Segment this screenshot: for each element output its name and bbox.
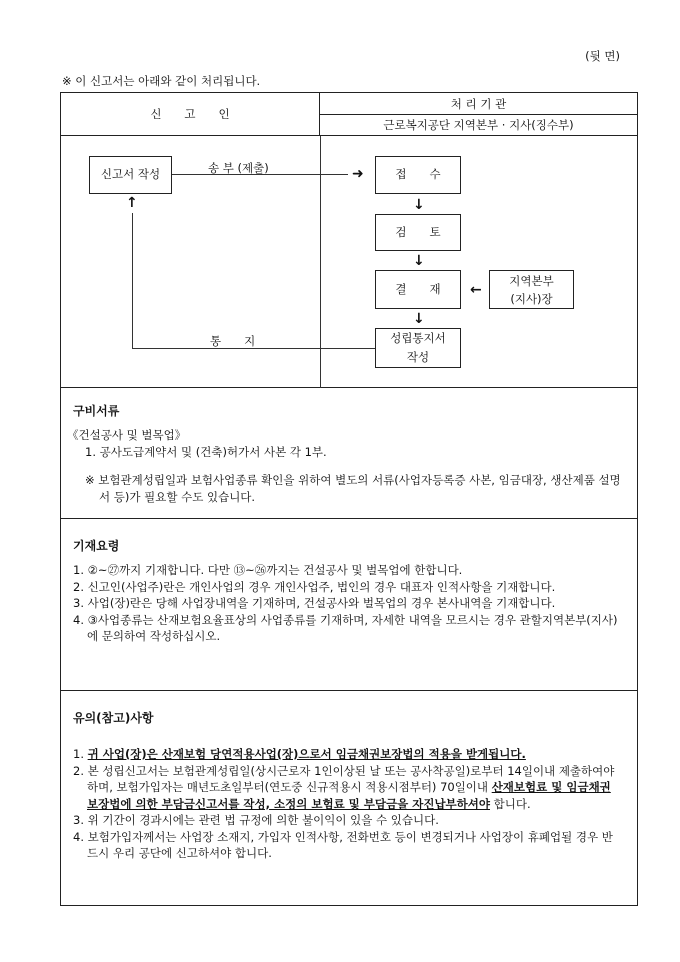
guide-item: 2. 신고인(사업주)란은 개인사업의 경우 개인사업주, 법인의 경우 대표자 인적사항을 기재합니다.	[73, 579, 556, 594]
guide-title: 기재요령	[73, 539, 120, 553]
notes-item2-a: 2. 본 성립신고서는 보험관계성립일(상시근로자 1인이상된 날 또는 공사착공일)로부터 14일이내 제출하여야 하며, 보험가입자는 매년도초일부터(연도중 신규적용시 적용시점부터) 70일이내	[73, 763, 615, 794]
notify-line-vertical	[132, 213, 133, 349]
notes-item2-c: 합니다.	[490, 796, 531, 811]
arrow-down-icon: ↓	[413, 197, 425, 213]
write-report-box: 신고서 작성	[89, 156, 172, 194]
documents-title: 구비서류	[73, 404, 120, 418]
receipt-box: 접 수	[375, 156, 461, 194]
regional-head-box	[489, 270, 574, 309]
notify-label: 통 지	[210, 334, 256, 348]
intro-text: ※ 이 신고서는 아래와 같이 처리됩니다.	[62, 74, 261, 88]
documents-category: 《건설공사 및 벌목업》	[67, 428, 187, 442]
required-documents-section	[60, 388, 638, 519]
notes-item2-emphasis: 산재보험료 및 임금채권보장법에 의한 부담금신고서를 작성, 소정의 보험료 및 부담금을 자진납부하셔야	[87, 780, 611, 811]
notes-item	[73, 763, 621, 813]
notes-item: 3. 위 기간이 경과시에는 관련 법 규정에 의한 불이익이 있을 수 있습니다.	[73, 813, 439, 827]
notes-item: 4. 보험가입자께서는 사업장 소재지, 가입자 인적사항, 전화번호 등이 변경되거나 사업장이 휴폐업될 경우 반드시 우리 공단에 신고하셔야 합니다.	[73, 829, 613, 860]
guide-item: 3. 사업(장)란은 당해 사업장내역을 기재하며, 건설공사와 벌목업의 경우 본사내역을 기재합니다.	[73, 596, 556, 610]
review-box: 검 토	[375, 214, 461, 251]
notes-section	[60, 691, 638, 906]
notice-doc-box	[375, 328, 461, 368]
guide-item: 4. ③사업종류는 산재보험요율표상의 사업종류를 기재하며, 자세한 내역을 모르시는 경우 관할지역본부(지사)에 문의하여 작성하십시오.	[73, 612, 618, 643]
arrow-down-icon: ↓	[413, 253, 425, 269]
approval-box: 결 재	[375, 270, 461, 309]
notes-item1-number: 1.	[73, 747, 88, 761]
notice-doc-line2: 작성	[406, 350, 430, 364]
regional-head-line2: (지사)장	[510, 291, 553, 306]
documents-note: ※ 보험관계성립일과 보험사업종류 확인을 위하여 별도의 서류(사업자등록증 사본, 임금대장, 생산제품 설명서 등)가 필요할 수도 있습니다.	[85, 473, 621, 504]
arrow-left-icon: ←	[470, 282, 482, 298]
processor-header: 처 리 기 관	[320, 93, 637, 115]
process-table	[60, 92, 638, 388]
arrow-right-icon: ➜	[352, 166, 364, 182]
notice-doc-line1: 성립통지서	[390, 331, 446, 345]
processor-subheader: 근로복지공단 지역본부 · 지사(징수부)	[320, 115, 637, 136]
arrow-down-icon: ↓	[413, 311, 425, 327]
arrow-up-icon: ↑	[126, 195, 138, 211]
reporter-header: 신 고 인	[61, 93, 320, 136]
regional-head-line1: 지역본부	[509, 273, 554, 288]
page-label: (뒷 면)	[585, 49, 620, 63]
notes-title: 유의(참고)사항	[73, 711, 154, 725]
send-label: 송 부 (제출)	[208, 161, 269, 175]
filling-guide-section	[60, 519, 638, 691]
notes-item1: 귀 사업(장)은 산재보험 당연적용사업(장)으로서 임금채권보장법의 적용을 받게됩니다.	[87, 747, 526, 761]
notes-item	[73, 746, 621, 763]
documents-item: 1. 공사도급계약서 및 (건축)허가서 사본 각 1부.	[85, 444, 327, 459]
guide-item: 1. ②~㉗까지 기재합니다. 다만 ⑬~㉖까지는 건설공사 및 벌목업에 한합니다.	[73, 563, 463, 577]
